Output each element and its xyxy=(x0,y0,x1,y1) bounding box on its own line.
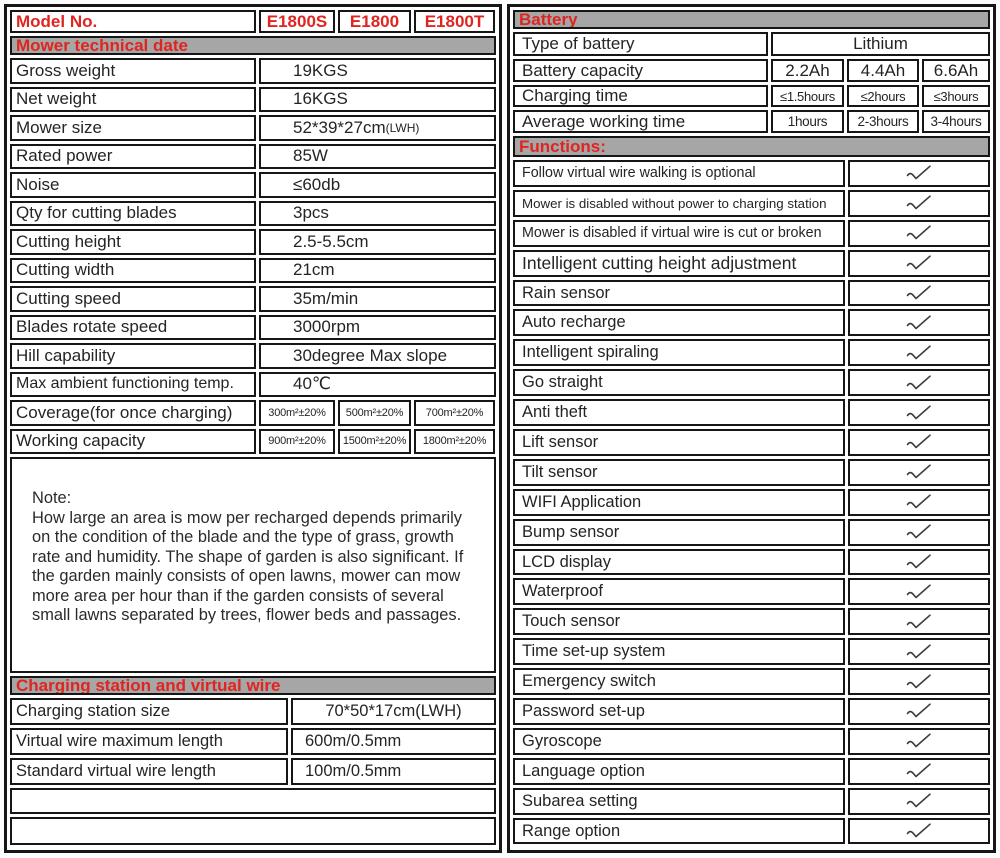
battery-section-header xyxy=(513,10,990,29)
spec-label: Net weight xyxy=(10,87,256,113)
check-icon xyxy=(848,758,990,785)
function-label: Lift sensor xyxy=(513,429,845,456)
function-row xyxy=(513,399,990,426)
spec-label: Cutting speed xyxy=(10,286,256,312)
working-time-value-2: 2-3hours xyxy=(847,110,919,133)
charging-section-header xyxy=(10,676,496,695)
technical-section-header xyxy=(10,36,496,55)
model-value-e1800: E1800 xyxy=(338,10,411,33)
working-capacity-value-2: 1500m²±20% xyxy=(338,429,411,455)
spec-label: Cutting width xyxy=(10,258,256,284)
function-row xyxy=(513,698,990,725)
function-label: Subarea setting xyxy=(513,788,845,815)
check-icon xyxy=(848,818,990,845)
charging-value: 100m/0.5mm xyxy=(291,758,496,785)
battery-capacity-label: Battery capacity xyxy=(513,59,768,82)
spec-value-note: (LWH) xyxy=(385,120,420,135)
coverage-row xyxy=(10,400,496,426)
spec-value: 3pcs xyxy=(259,201,496,227)
model-value-e1800t: E1800T xyxy=(414,10,495,33)
spec-value xyxy=(259,115,496,141)
function-label: Password set-up xyxy=(513,698,845,725)
function-row xyxy=(513,549,990,576)
spec-value: 19KGS xyxy=(259,58,496,84)
working-time-label: Average working time xyxy=(513,110,768,133)
check-icon xyxy=(848,399,990,426)
function-label: Bump sensor xyxy=(513,519,845,546)
coverage-value-2: 500m²±20% xyxy=(338,400,411,426)
function-row xyxy=(513,190,990,217)
check-icon xyxy=(848,459,990,486)
empty-row xyxy=(10,788,496,814)
battery-capacity-value-1: 2.2Ah xyxy=(771,59,844,82)
spec-label: Mower size xyxy=(10,115,256,141)
battery-capacity-value-2: 4.4Ah xyxy=(847,59,919,82)
check-icon xyxy=(848,668,990,695)
spec-row xyxy=(10,115,496,141)
charging-row xyxy=(10,758,496,785)
check-icon xyxy=(848,728,990,755)
charging-time-value-2: ≤2hours xyxy=(847,85,919,107)
function-row xyxy=(513,788,990,815)
spec-label: Hill capability xyxy=(10,343,256,369)
check-icon xyxy=(848,369,990,396)
spec-row xyxy=(10,315,496,341)
function-row xyxy=(513,309,990,336)
coverage-label: Coverage(for once charging) xyxy=(10,400,256,426)
spec-row xyxy=(10,201,496,227)
battery-type-label: Type of battery xyxy=(513,32,768,56)
spec-value: 21cm xyxy=(259,258,496,284)
working-capacity-row xyxy=(10,429,496,455)
function-label: Go straight xyxy=(513,369,845,396)
spec-row xyxy=(10,58,496,84)
function-label: WIFI Application xyxy=(513,489,845,516)
function-row xyxy=(513,280,990,307)
function-label: Time set-up system xyxy=(513,638,845,665)
function-label: Auto recharge xyxy=(513,309,845,336)
spec-row xyxy=(10,286,496,312)
check-icon xyxy=(848,339,990,366)
spec-label: Noise xyxy=(10,172,256,198)
note-row xyxy=(10,457,496,673)
charging-row xyxy=(10,728,496,755)
empty-cell xyxy=(10,788,496,814)
function-label: Rain sensor xyxy=(513,280,845,307)
charging-value: 600m/0.5mm xyxy=(291,728,496,755)
function-row xyxy=(513,250,990,277)
function-row xyxy=(513,220,990,247)
spec-value-main: 52*39*27cm xyxy=(293,117,386,137)
battery-type-row xyxy=(513,32,990,56)
function-label: Emergency switch xyxy=(513,668,845,695)
charging-time-value-3: ≤3hours xyxy=(922,85,990,107)
function-label: Gyroscope xyxy=(513,728,845,755)
function-row xyxy=(513,429,990,456)
charging-time-row xyxy=(513,85,990,107)
function-row xyxy=(513,160,990,187)
charging-label: Standard virtual wire length xyxy=(10,758,288,785)
function-row xyxy=(513,638,990,665)
function-label: Tilt sensor xyxy=(513,459,845,486)
function-row xyxy=(513,818,990,845)
technical-section-title: Mower technical date xyxy=(10,36,496,55)
function-row xyxy=(513,519,990,546)
spec-value: 85W xyxy=(259,144,496,170)
note-block xyxy=(10,457,496,673)
function-label: Follow virtual wire walking is optional xyxy=(513,160,845,187)
function-row xyxy=(513,608,990,635)
spec-label: Gross weight xyxy=(10,58,256,84)
working-time-value-3: 3-4hours xyxy=(922,110,990,133)
right-table xyxy=(507,4,996,853)
check-icon xyxy=(848,519,990,546)
spec-row xyxy=(10,229,496,255)
check-icon xyxy=(848,578,990,605)
empty-cell xyxy=(10,817,496,845)
battery-type-value: Lithium xyxy=(771,32,990,56)
battery-section-title: Battery xyxy=(513,10,990,29)
function-label: Intelligent cutting height adjustment xyxy=(513,250,845,277)
function-row xyxy=(513,339,990,366)
spec-label: Qty for cutting blades xyxy=(10,201,256,227)
working-capacity-label: Working capacity xyxy=(10,429,256,455)
function-row xyxy=(513,489,990,516)
function-row xyxy=(513,578,990,605)
battery-capacity-value-3: 6.6Ah xyxy=(922,59,990,82)
spec-value: 16KGS xyxy=(259,87,496,113)
charging-label: Virtual wire maximum length xyxy=(10,728,288,755)
spec-row xyxy=(10,144,496,170)
working-time-value-1: 1hours xyxy=(771,110,844,133)
check-icon xyxy=(848,788,990,815)
function-row xyxy=(513,668,990,695)
check-icon xyxy=(848,280,990,307)
spec-label: Max ambient functioning temp. xyxy=(10,372,256,398)
function-label: Mower is disabled if virtual wire is cut or broken xyxy=(513,220,845,247)
charging-time-value-1: ≤1.5hours xyxy=(771,85,844,107)
check-icon xyxy=(848,220,990,247)
note-body: How large an area is mow per recharged depends primarily on the condition of the blade and the type of grass, growth rate and humidity. The shape of garden is also significant. If the garden mainly consists of open lawns, mower can mow more area per hour than if the garden consists of several small lawns separated by trees, flower beds and passages. xyxy=(32,508,464,625)
check-icon xyxy=(848,549,990,576)
check-icon xyxy=(848,250,990,277)
charging-section-title: Charging station and virtual wire xyxy=(10,676,496,695)
spec-row xyxy=(10,372,496,398)
model-row xyxy=(10,10,496,33)
model-no-label: Model No. xyxy=(10,10,256,33)
note-title: Note: xyxy=(32,489,72,507)
function-row xyxy=(513,758,990,785)
spec-row xyxy=(10,172,496,198)
check-icon xyxy=(848,638,990,665)
check-icon xyxy=(848,160,990,187)
function-label: LCD display xyxy=(513,549,845,576)
spec-value: 3000rpm xyxy=(259,315,496,341)
spec-value: 35m/min xyxy=(259,286,496,312)
functions-section-title: Functions: xyxy=(513,136,990,157)
left-table xyxy=(4,4,502,853)
functions-section-header xyxy=(513,136,990,157)
check-icon xyxy=(848,429,990,456)
working-time-row xyxy=(513,110,990,133)
function-label: Anti theft xyxy=(513,399,845,426)
charging-row xyxy=(10,698,496,725)
spec-label: Rated power xyxy=(10,144,256,170)
charging-time-label: Charging time xyxy=(513,85,768,107)
function-label: Mower is disabled without power to charging station xyxy=(513,190,845,217)
spec-value: 2.5-5.5cm xyxy=(259,229,496,255)
coverage-value-3: 700m²±20% xyxy=(414,400,495,426)
charging-value: 70*50*17cm(LWH) xyxy=(291,698,496,725)
coverage-value-1: 300m²±20% xyxy=(259,400,335,426)
charging-label: Charging station size xyxy=(10,698,288,725)
check-icon xyxy=(848,190,990,217)
spec-value: ≤60db xyxy=(259,172,496,198)
function-label: Language option xyxy=(513,758,845,785)
function-row xyxy=(513,369,990,396)
spec-value: 40℃ xyxy=(259,372,496,398)
spec-row xyxy=(10,343,496,369)
spec-row xyxy=(10,87,496,113)
check-icon xyxy=(848,309,990,336)
spec-label: Cutting height xyxy=(10,229,256,255)
spec-label: Blades rotate speed xyxy=(10,315,256,341)
empty-row xyxy=(10,817,496,845)
check-icon xyxy=(848,608,990,635)
spec-value: 30degree Max slope xyxy=(259,343,496,369)
spec-row xyxy=(10,258,496,284)
function-label: Intelligent spiraling xyxy=(513,339,845,366)
model-value-e1800s: E1800S xyxy=(259,10,335,33)
working-capacity-value-3: 1800m²±20% xyxy=(414,429,495,455)
function-row xyxy=(513,459,990,486)
function-label: Touch sensor xyxy=(513,608,845,635)
function-label: Waterproof xyxy=(513,578,845,605)
working-capacity-value-1: 900m²±20% xyxy=(259,429,335,455)
check-icon xyxy=(848,489,990,516)
battery-capacity-row xyxy=(513,59,990,82)
check-icon xyxy=(848,698,990,725)
function-row xyxy=(513,728,990,755)
function-label: Range option xyxy=(513,818,845,845)
